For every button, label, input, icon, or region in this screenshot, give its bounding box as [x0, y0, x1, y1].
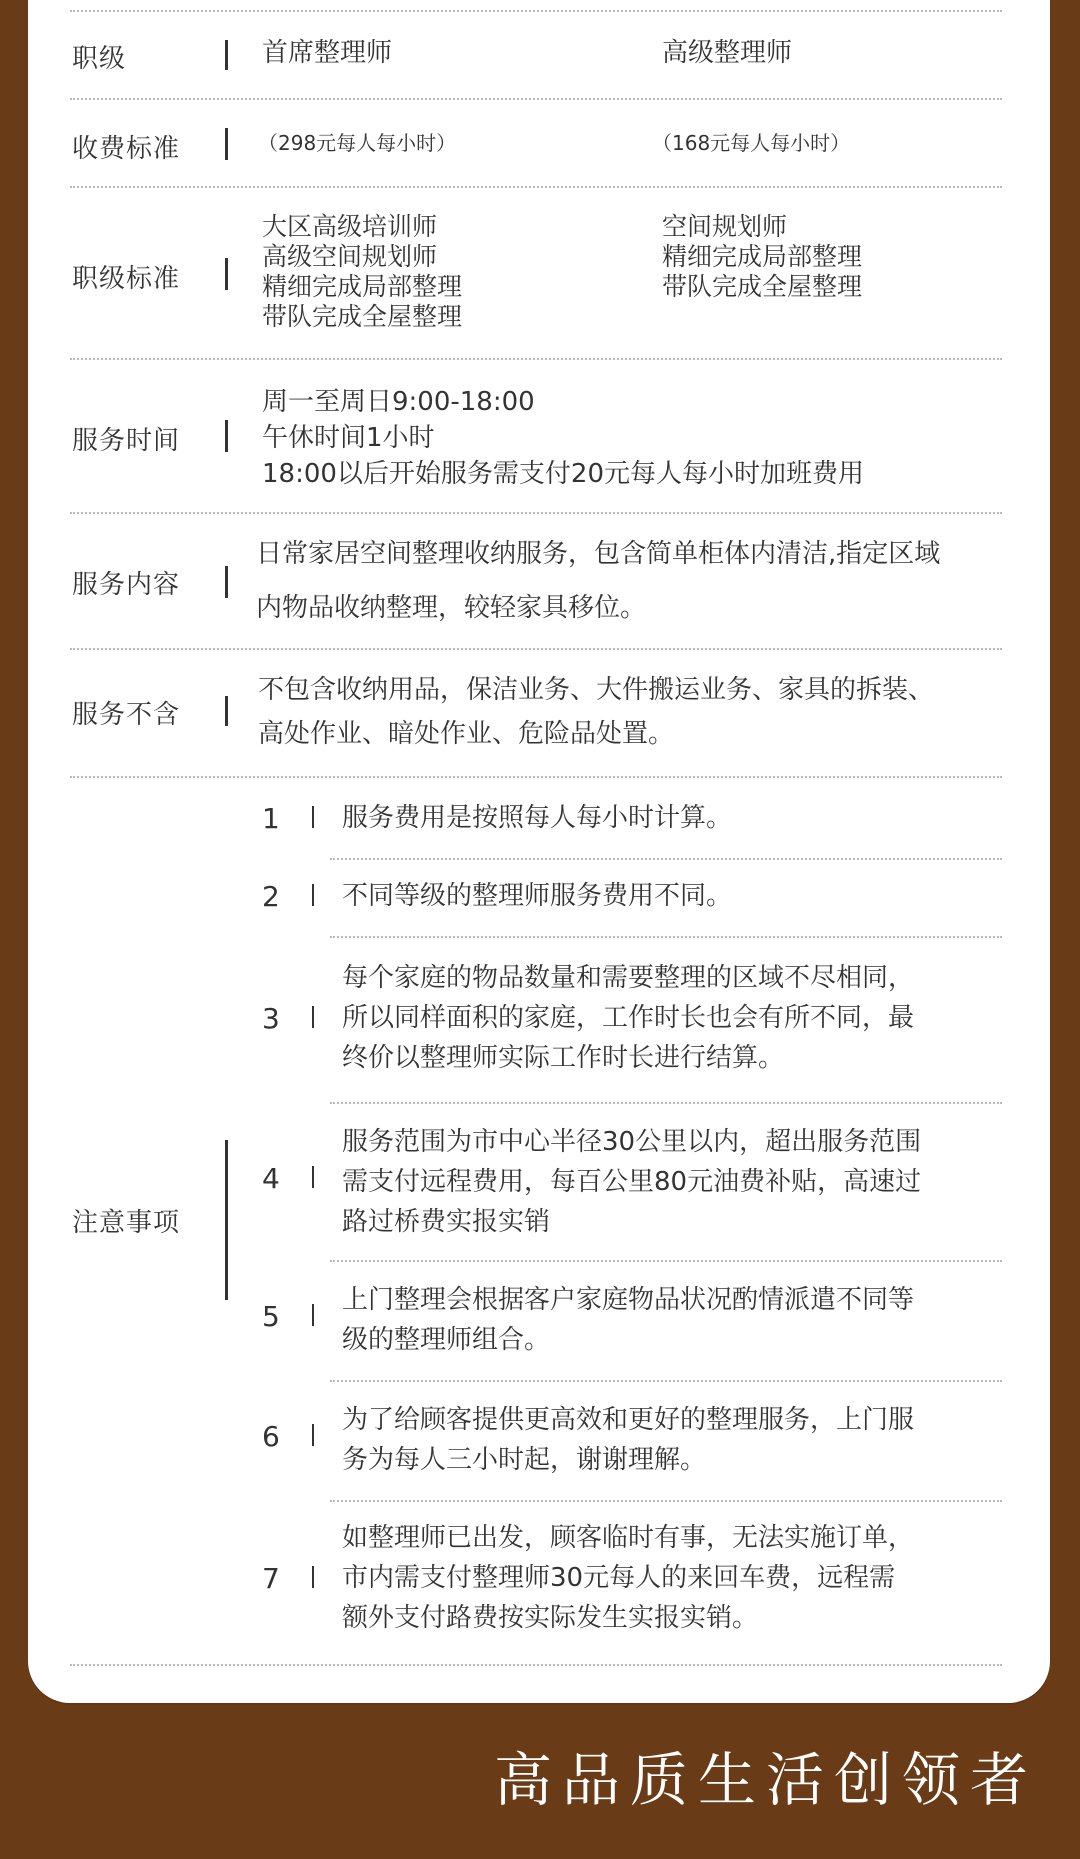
row-divider-bar	[225, 128, 228, 160]
divider	[330, 1260, 1002, 1262]
note-bar	[312, 1424, 314, 1446]
note-line: 每个家庭的物品数量和需要整理的区域不尽相同，	[342, 963, 915, 993]
note-line: 不同等级的整理师服务费用不同。	[342, 881, 733, 911]
hours-line: 18:00以后开始服务需支付20元每人每小时加班费用	[262, 459, 865, 489]
row-divider-bar	[225, 696, 228, 726]
note-line: 路过桥费实报实销	[342, 1207, 551, 1237]
row-label-exclude: 服务不含	[72, 700, 181, 730]
divider	[330, 936, 1002, 938]
note-line: 如整理师已出发，顾客临时有事，无法实施订单，	[342, 1523, 915, 1553]
divider	[70, 186, 1002, 188]
note-number: 3	[262, 1002, 280, 1035]
exclude-line: 不包含收纳用品，保洁业务、大件搬运业务、家具的拆装、	[258, 675, 935, 705]
rank-chief: 首席整理师	[262, 38, 393, 68]
note-line: 额外支付路费按实际发生实报实销。	[342, 1603, 759, 1633]
row-divider-bar	[225, 566, 228, 598]
note-line: 级的整理师组合。	[342, 1325, 551, 1355]
note-line: 服务范围为市中心半径30公里以内，超出服务范围	[342, 1127, 922, 1157]
standard-chief-line: 高级空间规划师	[262, 242, 438, 271]
fee-senior: （168元每人每小时）	[652, 131, 851, 155]
divider	[70, 358, 1002, 360]
hours-line: 周一至周日9:00-18:00	[262, 387, 535, 417]
divider	[330, 858, 1002, 860]
note-bar	[312, 1166, 314, 1188]
standard-chief-line: 带队完成全屋整理	[262, 302, 463, 331]
footer-slogan: 高品质生活创领者	[493, 1746, 1038, 1814]
divider	[70, 648, 1002, 650]
divider	[70, 98, 1002, 100]
divider	[330, 1500, 1002, 1502]
note-number: 7	[262, 1562, 280, 1595]
note-bar	[312, 806, 314, 828]
note-line: 所以同样面积的家庭，工作时长也会有所不同，最	[342, 1003, 915, 1033]
note-number: 5	[262, 1300, 280, 1333]
standard-senior-line: 精细完成局部整理	[662, 242, 863, 271]
exclude-line: 高处作业、暗处作业、危险品处置。	[258, 719, 675, 749]
row-label-rank: 职级	[72, 44, 127, 74]
row-label-notes: 注意事项	[72, 1208, 181, 1238]
note-number: 2	[262, 880, 280, 913]
note-number: 4	[262, 1162, 280, 1195]
standard-chief-line: 精细完成局部整理	[262, 272, 463, 301]
note-number: 6	[262, 1420, 280, 1453]
note-line: 务为每人三小时起，谢谢理解。	[342, 1445, 707, 1475]
divider	[70, 512, 1002, 514]
divider	[70, 1664, 1002, 1666]
divider	[70, 10, 1002, 12]
row-label-content: 服务内容	[72, 570, 181, 600]
standard-senior-line: 带队完成全屋整理	[662, 272, 863, 301]
notes-divider-bar	[225, 1140, 228, 1300]
note-bar	[312, 1566, 314, 1588]
rank-senior: 高级整理师	[662, 38, 793, 68]
hours-line: 午休时间1小时	[262, 423, 435, 453]
divider	[330, 1102, 1002, 1104]
note-bar	[312, 1304, 314, 1326]
standard-senior-line: 空间规划师	[662, 212, 788, 241]
row-divider-bar	[225, 40, 228, 70]
row-label-hours: 服务时间	[72, 426, 181, 456]
note-line: 上门整理会根据客户家庭物品状况酌情派遣不同等	[342, 1285, 915, 1315]
note-line: 市内需支付整理师30元每人的来回车费，远程需	[342, 1563, 896, 1593]
note-line: 为了给顾客提供更高效和更好的整理服务，上门服	[342, 1405, 915, 1435]
note-bar	[312, 1006, 314, 1028]
note-number: 1	[262, 802, 280, 835]
note-line: 需支付远程费用，每百公里80元油费补贴，高速过	[342, 1167, 922, 1197]
divider	[70, 776, 1002, 778]
note-bar	[312, 884, 314, 906]
content-line: 日常家居空间整理收纳服务，包含简单柜体内清洁,指定区域	[256, 539, 941, 569]
divider	[330, 1380, 1002, 1382]
standard-chief-line: 大区高级培训师	[262, 212, 438, 241]
content-line: 内物品收纳整理，较轻家具移位。	[256, 593, 647, 623]
note-line: 服务费用是按照每人每小时计算。	[342, 803, 733, 833]
row-divider-bar	[225, 258, 228, 290]
row-divider-bar	[225, 420, 228, 452]
note-line: 终价以整理师实际工作时长进行结算。	[342, 1043, 785, 1073]
row-label-fee: 收费标准	[72, 134, 181, 164]
row-label-standard: 职级标准	[72, 264, 181, 294]
fee-chief: （298元每人每小时）	[258, 131, 457, 155]
